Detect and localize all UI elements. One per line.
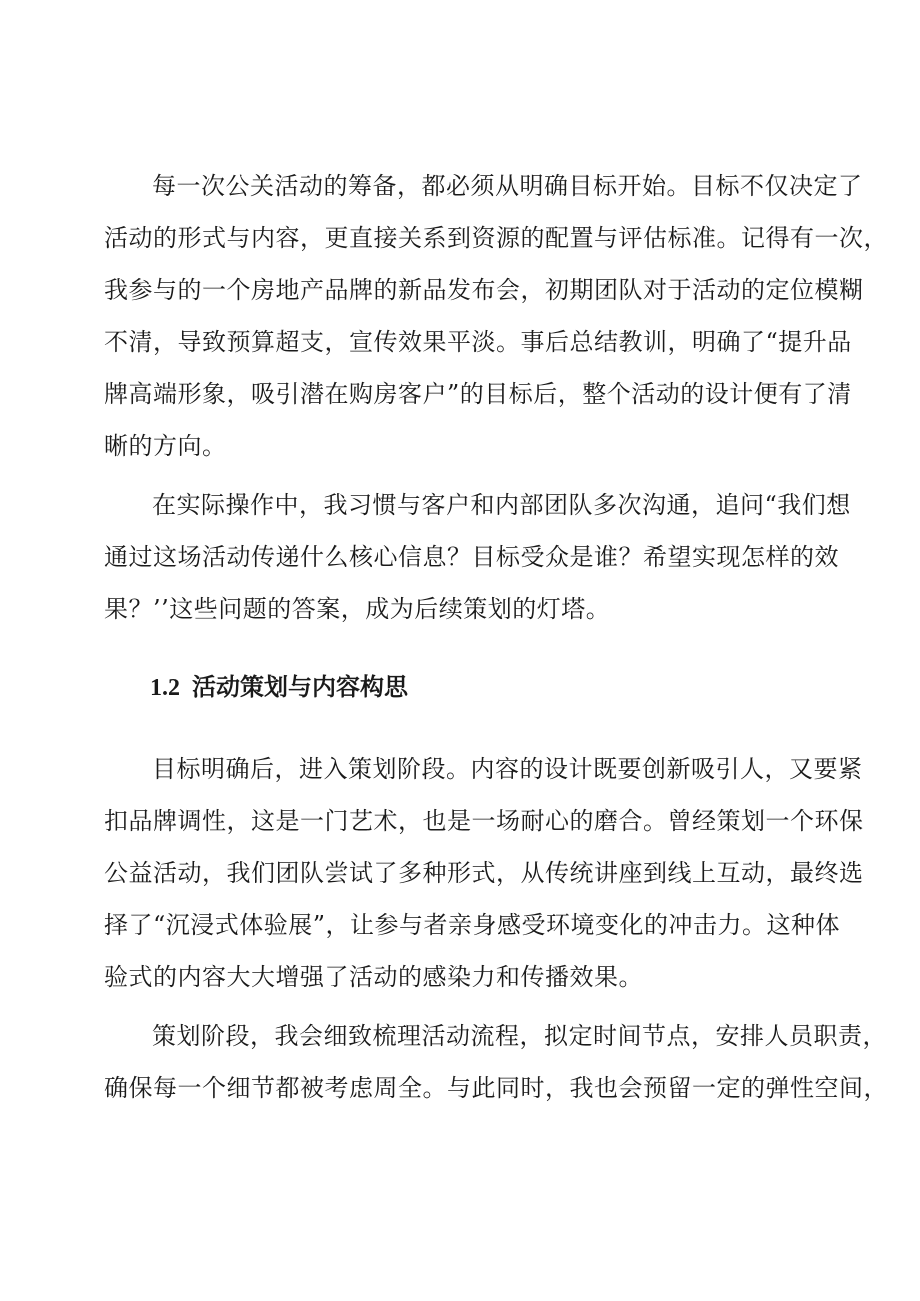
section-heading	[150, 663, 408, 711]
paragraph-1-line-6: 晰的方向。	[104, 432, 227, 460]
paragraph-3-line-3: 公益活动，我们团队尝试了多种形式，从传统讲座到线上互动，最终选	[104, 859, 864, 887]
paragraph-4-line-1: 策划阶段，我会细致梳理活动流程，拟定时间节点，安排人员职责，	[152, 1022, 887, 1050]
paragraph-1-line-5: 牌高端形象，吸引潜在购房客户”的目标后，整个活动的设计便有了清	[104, 380, 852, 408]
section-title: 活动策划与内容构思	[192, 673, 408, 701]
paragraph-3-line-4: 择了“沉浸式体验展”，让参与者亲身感受环境变化的冲击力。这种体	[104, 911, 841, 939]
paragraph-2-line-1: 在实际操作中，我习惯与客户和内部团队多次沟通，追问“我们想	[152, 491, 851, 519]
paragraph-1-line-2: 活动的形式与内容，更直接关系到资源的配置与评估标准。记得有一次，	[104, 224, 888, 252]
paragraph-1-line-4: 不清，导致预算超支，宣传效果平淡。事后总结教训，明确了“提升品	[104, 328, 852, 356]
section-number: 1.2	[150, 675, 180, 701]
paragraph-2-line-3: 果？’’这些问题的答案，成为后续策划的灯塔。	[104, 595, 611, 623]
paragraph-3-line-2: 扣品牌调性，这是一门艺术，也是一场耐心的磨合。曾经策划一个环保	[104, 807, 864, 835]
paragraph-3-line-1: 目标明确后，进入策划阶段。内容的设计既要创新吸引人，又要紧	[152, 755, 863, 783]
paragraph-3-line-5: 验式的内容大大增强了活动的感染力和传播效果。	[104, 963, 643, 991]
paragraph-1-line-1: 每一次公关活动的筹备，都必须从明确目标开始。目标不仅决定了	[152, 172, 863, 200]
paragraph-4-line-2: 确保每一个细节都被考虑周全。与此同时，我也会预留一定的弹性空间，	[104, 1074, 888, 1102]
paragraph-2-line-2: 通过这场活动传递什么核心信息？目标受众是谁？希望实现怎样的效	[104, 543, 839, 571]
paragraph-1-line-3: 我参与的一个房地产品牌的新品发布会，初期团队对于活动的定位模糊	[104, 276, 864, 304]
